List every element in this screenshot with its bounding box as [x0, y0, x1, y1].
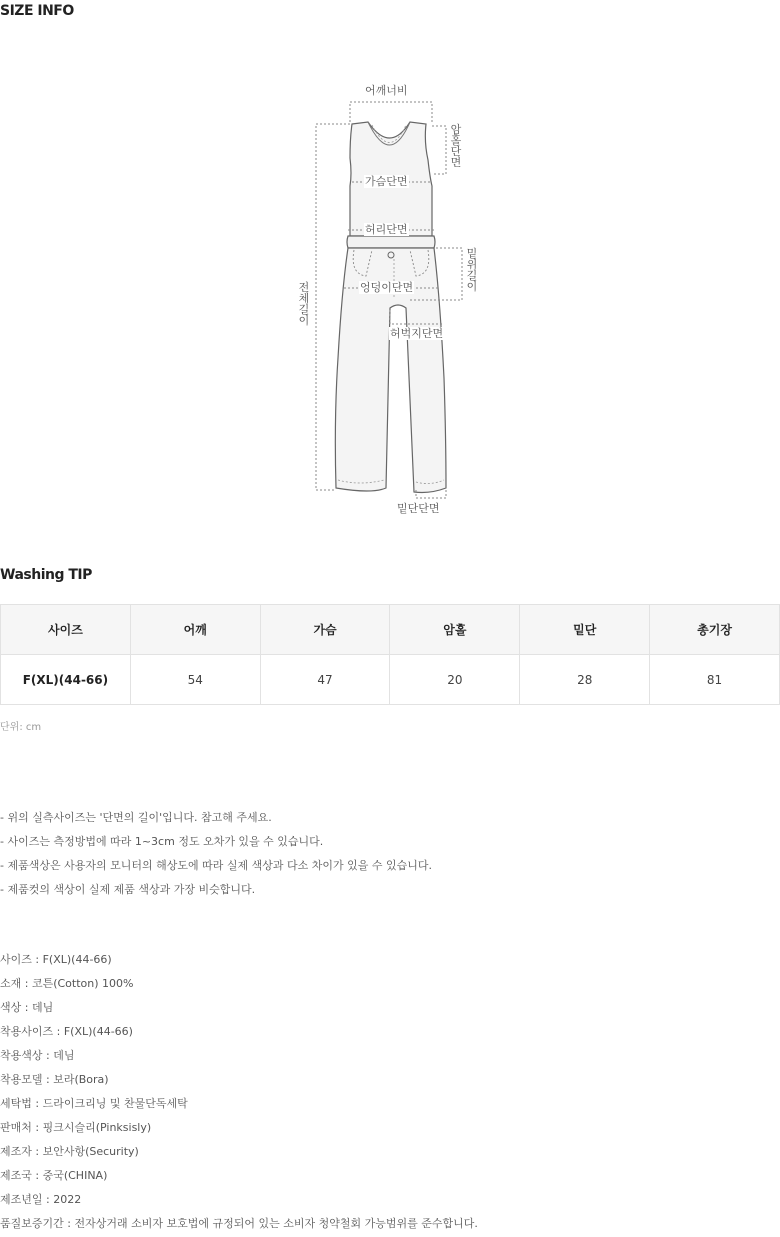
product-specs-list: [0, 948, 478, 1236]
header-size: 사이즈: [1, 605, 131, 655]
header-total-length: 총기장: [650, 605, 780, 655]
diagram-label-rise: 밑위길이: [466, 247, 478, 293]
diagram-label-waist: 허리단면: [365, 223, 408, 236]
diagram-label-total-length: 전체길이: [298, 281, 310, 327]
spec-color: 색상 : 데님: [0, 1001, 54, 1014]
header-armhole: 암홀: [390, 605, 520, 655]
size-table: [0, 604, 780, 705]
size-measurement-diagram: [280, 78, 500, 523]
cell-total-length: 81: [650, 655, 780, 705]
header-hem: 밑단: [520, 605, 650, 655]
cell-hem: 28: [520, 655, 650, 705]
header-shoulder: 어깨: [130, 605, 260, 655]
cell-armhole: 20: [390, 655, 520, 705]
washing-tip-title: Washing TIP: [0, 567, 92, 583]
cell-size: F(XL)(44-66): [1, 655, 131, 705]
list-item: - 제품컷의 색상이 실제 제품 색상과 가장 비슷합니다.: [0, 883, 256, 896]
spec-material: 소재 : 코튼(Cotton) 100%: [0, 977, 134, 990]
list-item: - 제품색상은 사용자의 모니터의 해상도에 따라 실제 색상과 다소 차이가 있을 수 있습니다.: [0, 859, 432, 872]
jumpsuit-illustration: [280, 78, 500, 523]
diagram-label-armhole: 암홀단면: [450, 123, 462, 169]
list-item: - 사이즈는 측정방법에 따라 1~3cm 정도 오차가 있을 수 있습니다.: [0, 835, 324, 848]
spec-warranty: 품질보증기간 : 전자상거래 소비자 보호법에 규정되어 있는 소비자 청약철회 가능범위를 준수합니다.: [0, 1217, 478, 1230]
size-info-title: SIZE INFO: [0, 3, 74, 19]
cell-chest: 47: [260, 655, 390, 705]
spec-washing: 세탁법 : 드라이크리닝 및 찬물단독세탁: [0, 1097, 188, 1110]
spec-worn-size: 착용사이즈 : F(XL)(44-66): [0, 1025, 133, 1038]
table-row: [1, 655, 780, 705]
spec-manufacturer: 제조자 : 보안사항(Security): [0, 1145, 139, 1158]
unit-note: 단위: cm: [0, 722, 42, 733]
diagram-label-hem: 밑단단면: [397, 502, 440, 515]
cell-shoulder: 54: [130, 655, 260, 705]
spec-year: 제조년일 : 2022: [0, 1193, 82, 1206]
size-notes-list: [0, 806, 432, 902]
diagram-label-thigh: 허벅지단면: [390, 327, 444, 340]
header-chest: 가슴: [260, 605, 390, 655]
diagram-label-chest: 가슴단면: [365, 175, 408, 188]
diagram-label-hip: 엉덩이단면: [360, 281, 414, 294]
diagram-label-shoulder: 어깨너비: [365, 84, 408, 97]
size-table-header-row: [1, 605, 780, 655]
spec-model: 착용모델 : 보라(Bora): [0, 1073, 109, 1086]
spec-seller: 판매처 : 핑크시슬리(Pinksisly): [0, 1121, 152, 1134]
list-item: - 위의 실측사이즈는 '단면의 길이'입니다. 참고해 주세요.: [0, 811, 272, 824]
spec-worn-color: 착용색상 : 데님: [0, 1049, 75, 1062]
spec-size: 사이즈 : F(XL)(44-66): [0, 953, 112, 966]
spec-country: 제조국 : 중국(CHINA): [0, 1169, 108, 1182]
